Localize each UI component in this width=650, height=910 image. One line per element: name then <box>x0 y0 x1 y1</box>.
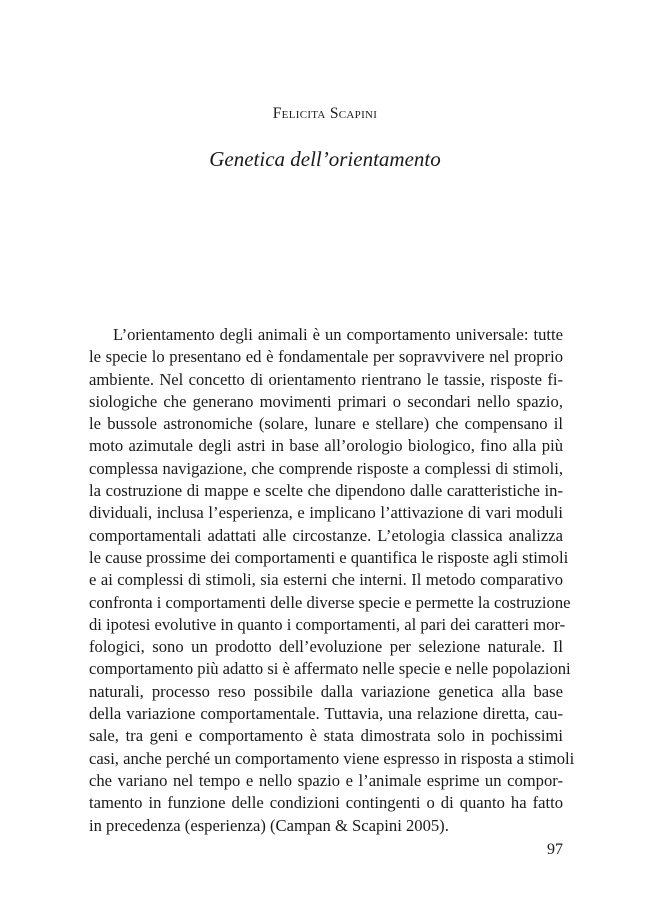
paragraph-line: siologiche che generano movimenti primari o secondari nello spazio, <box>89 391 563 411</box>
paragraph-line: tamento in funzione delle condizioni contingenti o di quanto ha fatto <box>89 793 563 813</box>
paragraph-line: complessa navigazione, che comprende risposte a complessi di stimoli, <box>89 458 563 478</box>
paragraph-line: sale, tra geni e comportamento è stata dimostrata solo in pochissimi <box>89 726 563 746</box>
paragraph-line: le specie lo presentano ed è fondamentale per sopravvivere nel proprio <box>89 347 563 367</box>
page-number: 97 <box>547 841 563 858</box>
paragraph-line: le cause prossime dei comportamenti e quantifica le risposte agli stimoli <box>89 547 569 567</box>
author-name: Felicita Scapini <box>272 105 378 122</box>
body-paragraph <box>89 324 575 837</box>
paragraph-line: L’orientamento degli animali è un comportamento universale: tutte <box>113 325 563 344</box>
paragraph-line: la costruzione di mappe e scelte che dipendono dalle caratteristiche in- <box>89 481 563 501</box>
paragraph-line: casi, anche perché un comportamento viene espresso in risposta a stimoli <box>89 748 575 768</box>
paragraph-line: ambiente. Nel concetto di orientamento rientrano le tassie, risposte fi- <box>89 369 563 389</box>
paragraph-line: naturali, processo reso possibile dalla variazione genetica alla base <box>89 681 563 701</box>
paragraph-line: comportamentali adattati alle circostanze. L’etologia classica analizza <box>89 525 563 545</box>
paragraph-line: di ipotesi evolutive in quanto i comportamenti, al pari dei caratteri mor- <box>89 614 566 634</box>
paragraph-line: della variazione comportamentale. Tuttavia, una relazione diretta, cau- <box>89 704 563 724</box>
paragraph-line: confronta i comportamenti delle diverse specie e permette la costruzione <box>89 592 571 612</box>
paragraph-line: le bussole astronomiche (solare, lunare e stellare) che compensano il <box>89 414 563 434</box>
paragraph-line: comportamento più adatto si è affermato nelle specie e nelle popolazioni <box>89 659 571 679</box>
paragraph-line: moto azimutale degli astri in base all’orologio biologico, fino alla più <box>89 436 563 456</box>
paragraph-line: e ai complessi di stimoli, sia esterni che interni. Il metodo comparativo <box>89 570 563 590</box>
paragraph-line: fologici, sono un prodotto dell’evoluzione per selezione naturale. Il <box>89 637 563 657</box>
paragraph-line: che variano nel tempo e nello spazio e l’animale esprime un compor- <box>89 770 563 790</box>
paragraph-line: in precedenza (esperienza) (Campan & Scapini 2005). <box>89 815 449 835</box>
paragraph-line: dividuali, inclusa l’esperienza, e implicano l’attivazione di vari moduli <box>89 503 563 523</box>
chapter-title: Genetica dell’orientamento <box>209 147 441 171</box>
